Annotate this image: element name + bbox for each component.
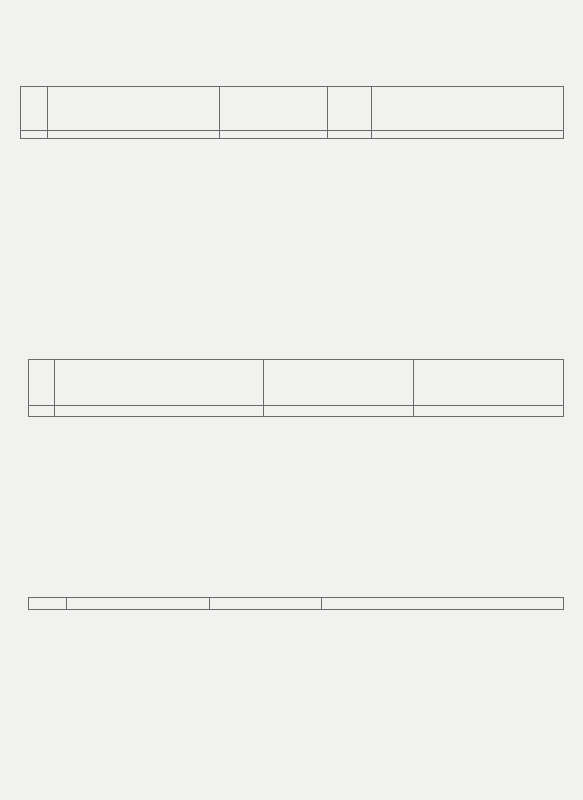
col-header-number [21, 87, 48, 131]
col-number [48, 131, 220, 139]
col-header-purpose [322, 598, 564, 610]
col-header-name [48, 87, 220, 131]
col-number [414, 406, 564, 417]
col-number [372, 131, 564, 139]
table-header-row [29, 360, 564, 406]
col-header-registration [372, 87, 564, 131]
col-number [328, 131, 372, 139]
col-number [264, 406, 414, 417]
structures-table [28, 359, 564, 417]
col-header-number [29, 360, 55, 406]
col-number [220, 131, 328, 139]
col-number [55, 406, 264, 417]
table-header-row [21, 87, 564, 131]
col-header-date [328, 87, 372, 131]
buildings-table [20, 86, 564, 139]
land-table [28, 597, 564, 610]
col-header-area [264, 360, 414, 406]
col-header-area [220, 87, 328, 131]
col-header-name [55, 360, 264, 406]
col-header-number [29, 598, 67, 610]
column-number-row [29, 406, 564, 417]
col-header-year [414, 360, 564, 406]
col-number [21, 131, 48, 139]
col-number [29, 406, 55, 417]
table-header-row [29, 598, 564, 610]
column-number-row [21, 131, 564, 139]
col-header-cadastral [67, 598, 210, 610]
col-header-area [210, 598, 322, 610]
